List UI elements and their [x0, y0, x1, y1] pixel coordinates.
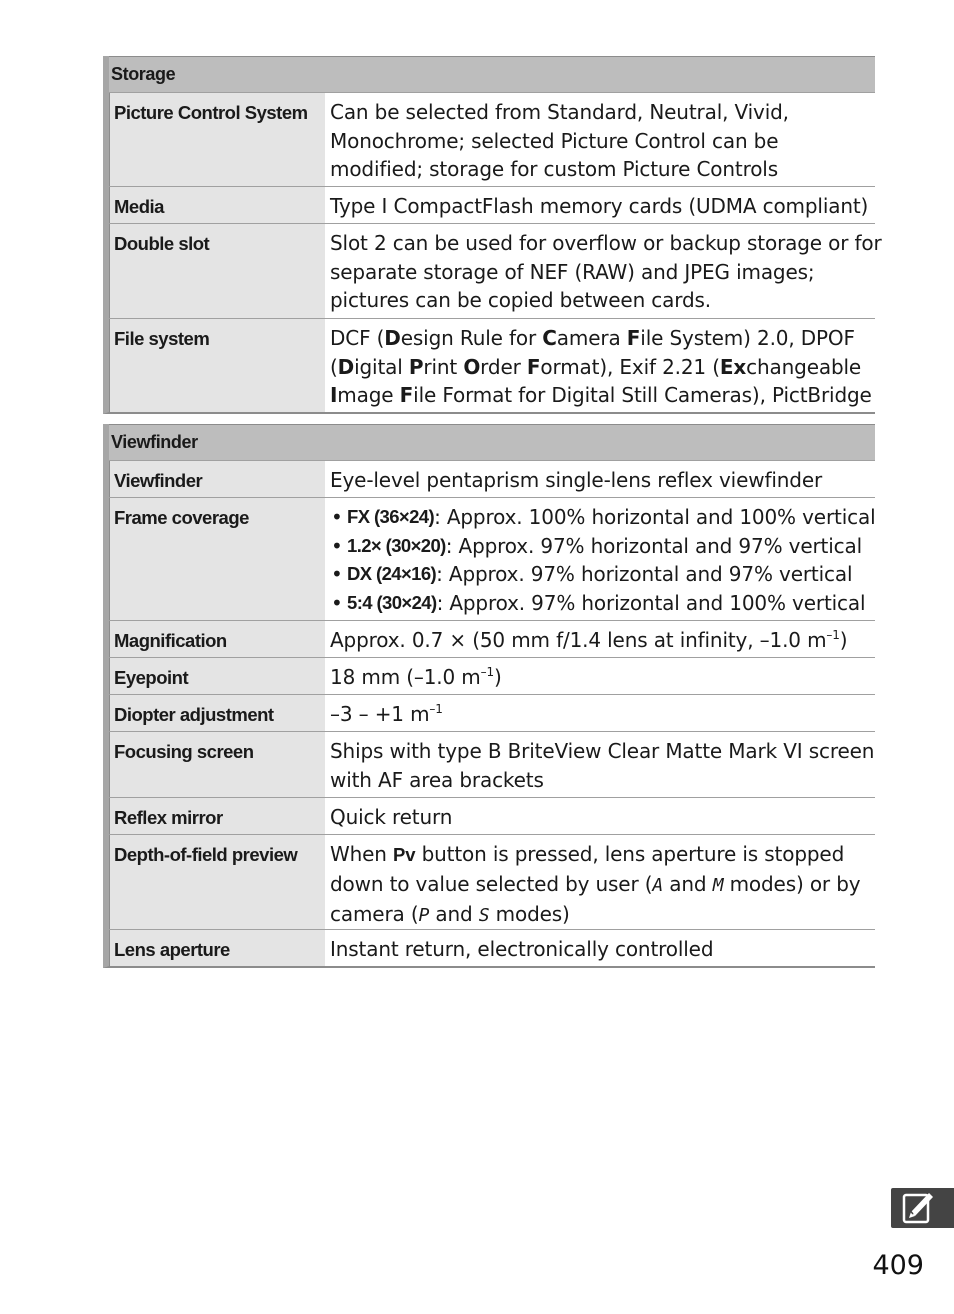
- spec-row: [109, 731, 875, 797]
- viewfinder-section: [103, 424, 875, 968]
- row-value: [325, 187, 875, 223]
- spec-row: [109, 186, 875, 223]
- value-line: Monochrome; selected Picture Control can be: [330, 128, 779, 153]
- value-line: camera (P and S modes): [330, 902, 570, 927]
- row-label: Eyepoint: [109, 658, 325, 694]
- reference-tab-icon: [891, 1188, 954, 1228]
- value-line: Image File Format for Digital Still Cameras), PictBridge: [330, 383, 872, 408]
- spec-row: [109, 657, 875, 694]
- spec-row: [109, 318, 875, 412]
- row-label: Depth-of-field preview: [109, 835, 325, 929]
- value-line: separate storage of NEF (RAW) and JPEG images;: [330, 259, 815, 284]
- row-label: Media: [109, 187, 325, 223]
- spec-row: [109, 223, 882, 318]
- spec-row: [109, 797, 875, 834]
- row-label: File system: [109, 319, 325, 412]
- row-label: Focusing screen: [109, 732, 325, 797]
- value-line: Can be selected from Standard, Neutral, Vivid,: [330, 100, 789, 124]
- row-label: Magnification: [109, 621, 325, 657]
- row-label: Double slot: [109, 224, 325, 318]
- mode-s-icon: S: [478, 905, 490, 927]
- value-line: Type I CompactFlash memory cards (UDMA compliant): [330, 194, 869, 218]
- row-value: Quick return: [330, 805, 453, 829]
- value-line: When Pv button is pressed, lens aperture is stopped: [330, 842, 845, 866]
- pv-button-label: Pv: [393, 844, 416, 865]
- page-number: 409: [872, 1250, 924, 1281]
- bullet-item: • DX (24×16) : Approx. 97% horizontal and 97% vertical: [331, 562, 853, 587]
- value-line: Slot 2 can be used for overflow or backup storage or for: [330, 231, 882, 255]
- row-label: Diopter adjustment: [109, 695, 325, 731]
- spec-row: [109, 929, 875, 966]
- row-value: 18 mm (–1.0 $m^{-1}$): [330, 665, 502, 689]
- row-value: [325, 93, 875, 186]
- bullet-item: • 1.2× (30×20) : Approx. 97% horizontal and 97% vertical: [331, 533, 863, 558]
- row-value: Instant return, electronically controlled: [330, 937, 714, 961]
- value-line: DCF (Design Rule for Camera File System) 2.0, DPOF: [330, 326, 855, 350]
- row-value: Eye-level pentaprism single-lens reflex viewfinder: [330, 468, 823, 492]
- spec-row: [109, 620, 875, 657]
- spec-row: [109, 460, 875, 497]
- row-value: –3 – +1 $m^{-1}$: [330, 702, 443, 726]
- storage-section: [103, 56, 882, 414]
- row-label: Reflex mirror: [109, 798, 325, 834]
- value-line: pictures can be copied between cards.: [330, 288, 712, 313]
- value-line: down to value selected by user (A and M modes) or by: [330, 871, 861, 896]
- row-value: [325, 732, 875, 797]
- mode-p-icon: P: [418, 905, 430, 927]
- value-line: (Digital Print Order Format), Exif 2.21 (Exchangeable: [330, 354, 862, 379]
- row-value: [325, 224, 882, 318]
- value-line: with AF area brackets: [330, 767, 544, 792]
- mode-a-icon: A: [652, 874, 664, 896]
- row-value: [325, 319, 875, 412]
- note-pencil-icon: [891, 1188, 954, 1228]
- spec-row: [109, 694, 875, 731]
- row-value: [325, 498, 875, 620]
- viewfinder-heading: Viewfinder: [109, 424, 875, 460]
- value-line: modified; storage for custom Picture Controls: [330, 157, 778, 182]
- row-label: Frame coverage: [109, 498, 325, 620]
- bullet-item: • FX (36×24) : Approx. 100% horizontal and 100% vertical: [331, 505, 876, 529]
- mode-m-icon: M: [712, 874, 724, 896]
- bullet-item: • 5:4 (30×24) : Approx. 97% horizontal and 100% vertical: [331, 591, 866, 616]
- spec-row: [109, 497, 875, 620]
- value-line: Ships with type B BriteView Clear Matte Mark VI screen: [330, 739, 875, 763]
- spec-row: [109, 834, 875, 929]
- storage-heading: Storage: [109, 56, 875, 92]
- row-label: Viewfinder: [109, 461, 325, 497]
- row-value: [325, 835, 875, 929]
- spec-row: [109, 92, 875, 186]
- row-label: Lens aperture: [109, 930, 325, 966]
- row-value: Approx. 0.7 × (50 mm f/1.4 lens at infinity, –1.0 $m^{-1}$): [330, 628, 848, 652]
- row-label: Picture Control System: [109, 93, 325, 186]
